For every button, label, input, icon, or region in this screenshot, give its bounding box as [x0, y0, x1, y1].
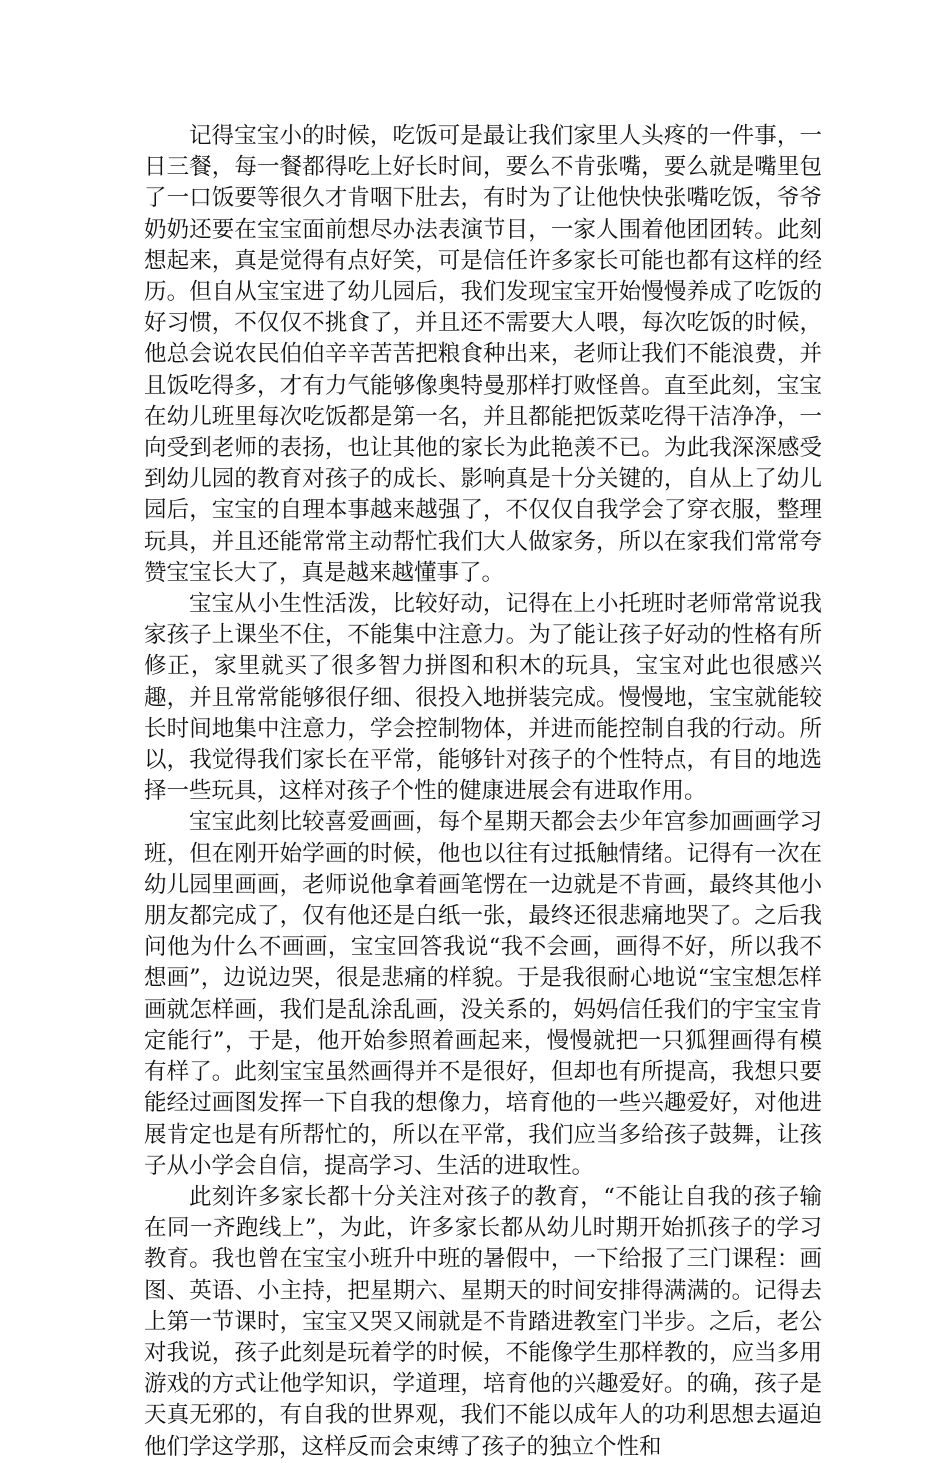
paragraph-education: 此刻许多家长都十分关注对孩子的教育，“不能让自我的孩子输在同一齐跑线上”，为此，许多家长都从幼儿时期开始抓孩子的学习教育。我也曾在宝宝小班升中班的暑假中，一下给报了三门课程：画图、英语、小主持，把星期六、星期天的时间安排得满满的。记得去上第一节课时，宝宝又哭又闹就是不肯踏进教室门半步。之后，老公对我说，孩子此刻是玩着学的时候，不能像学生那样教的，应当多用游戏的方式让他学知识，学道理，培育他的兴趣爱好。的确，孩子是天真无邪的，有自我的世界观，我们不能以成年人的功利思想去逼迫他们学这学那，这样反而会束缚了孩子的独立个性和: [144, 1183, 822, 1460]
paragraph-drawing: 宝宝此刻比较喜爱画画，每个星期天都会去少年宫参加画画学习班，但在刚开始学画的时候，他也以往有过抵触情绪。记得有一次在幼儿园里画画，老师说他拿着画笔愣在一边就是不肯画，最终其他小朋友都完成了，仅有他还是白纸一张，最终还很悲痛地哭了。之后我问他为什么不画画，宝宝回答我说“我不会画，画得不好，所以我不想画”，边说边哭，很是悲痛的样貌。于是我很耐心地说“宝宝想怎样画就怎样画，我们是乱涂乱画，没关系的，妈妈信任我们的宇宝宝肯定能行”，于是，他开始参照着画起来，慢慢就把一只狐狸画得有模有样了。此刻宝宝虽然画得并不是很好，但却也有所提高，我想只要能经过画图发挥一下自我的想像力，培育他的一些兴趣爱好，对他进展肯定也是有所帮忙的，所以在平常，我们应当多给孩子鼓舞，让孩子从小学会自信，提高学习、生活的进取性。: [144, 809, 822, 1179]
document-body: [144, 121, 822, 1463]
paragraph-concentration: 宝宝从小生性活泼，比较好动，记得在上小托班时老师常常说我家孩子上课坐不住，不能集中注意力。为了能让孩子好动的性格有所修正，家里就买了很多智力拼图和积木的玩具，宝宝对此也很感兴趣，并且常常能够很仔细、很投入地拼装完成。慢慢地，宝宝就能较长时间地集中注意力，学会控制物体，并进而能控制自我的行动。所以，我觉得我们家长在平常，能够针对孩子的个性特点，有目的地选择一些玩具，这样对孩子个性的健康进展会有进取作用。: [144, 591, 822, 805]
paragraph-eating-habits: 记得宝宝小的时候，吃饭可是最让我们家里人头疼的一件事，一日三餐，每一餐都得吃上好长时间，要么不肯张嘴，要么就是嘴里包了一口饭要等很久才肯咽下肚去，有时为了让他快快张嘴吃饭，爷爷奶奶还要在宝宝面前想尽办法表演节目，一家人围着他团团转。此刻想起来，真是觉得有点好笑，可是信任许多家长可能也都有这样的经历。但自从宝宝进了幼儿园后，我们发现宝宝开始慢慢养成了吃饭的好习惯，不仅仅不挑食了，并且还不需要大人喂，每次吃饭的时候，他总会说农民伯伯辛辛苦苦把粮食种出来，老师让我们不能浪费，并且饭吃得多，才有力气能够像奥特曼那样打败怪兽。直至此刻，宝宝在幼儿班里每次吃饭都是第一名，并且都能把饭菜吃得干洁净净，一向受到老师的表扬，也让其他的家长为此艳羡不已。为此我深深感受到幼儿园的教育对孩子的成长、影响真是十分关键的，自从上了幼儿园后，宝宝的自理本事越来越强了，不仅仅自我学会了穿衣服，整理玩具，并且还能常常主动帮忙我们大人做家务，所以在家我们常常夸赞宝宝长大了，真是越来越懂事了。: [144, 123, 822, 586]
